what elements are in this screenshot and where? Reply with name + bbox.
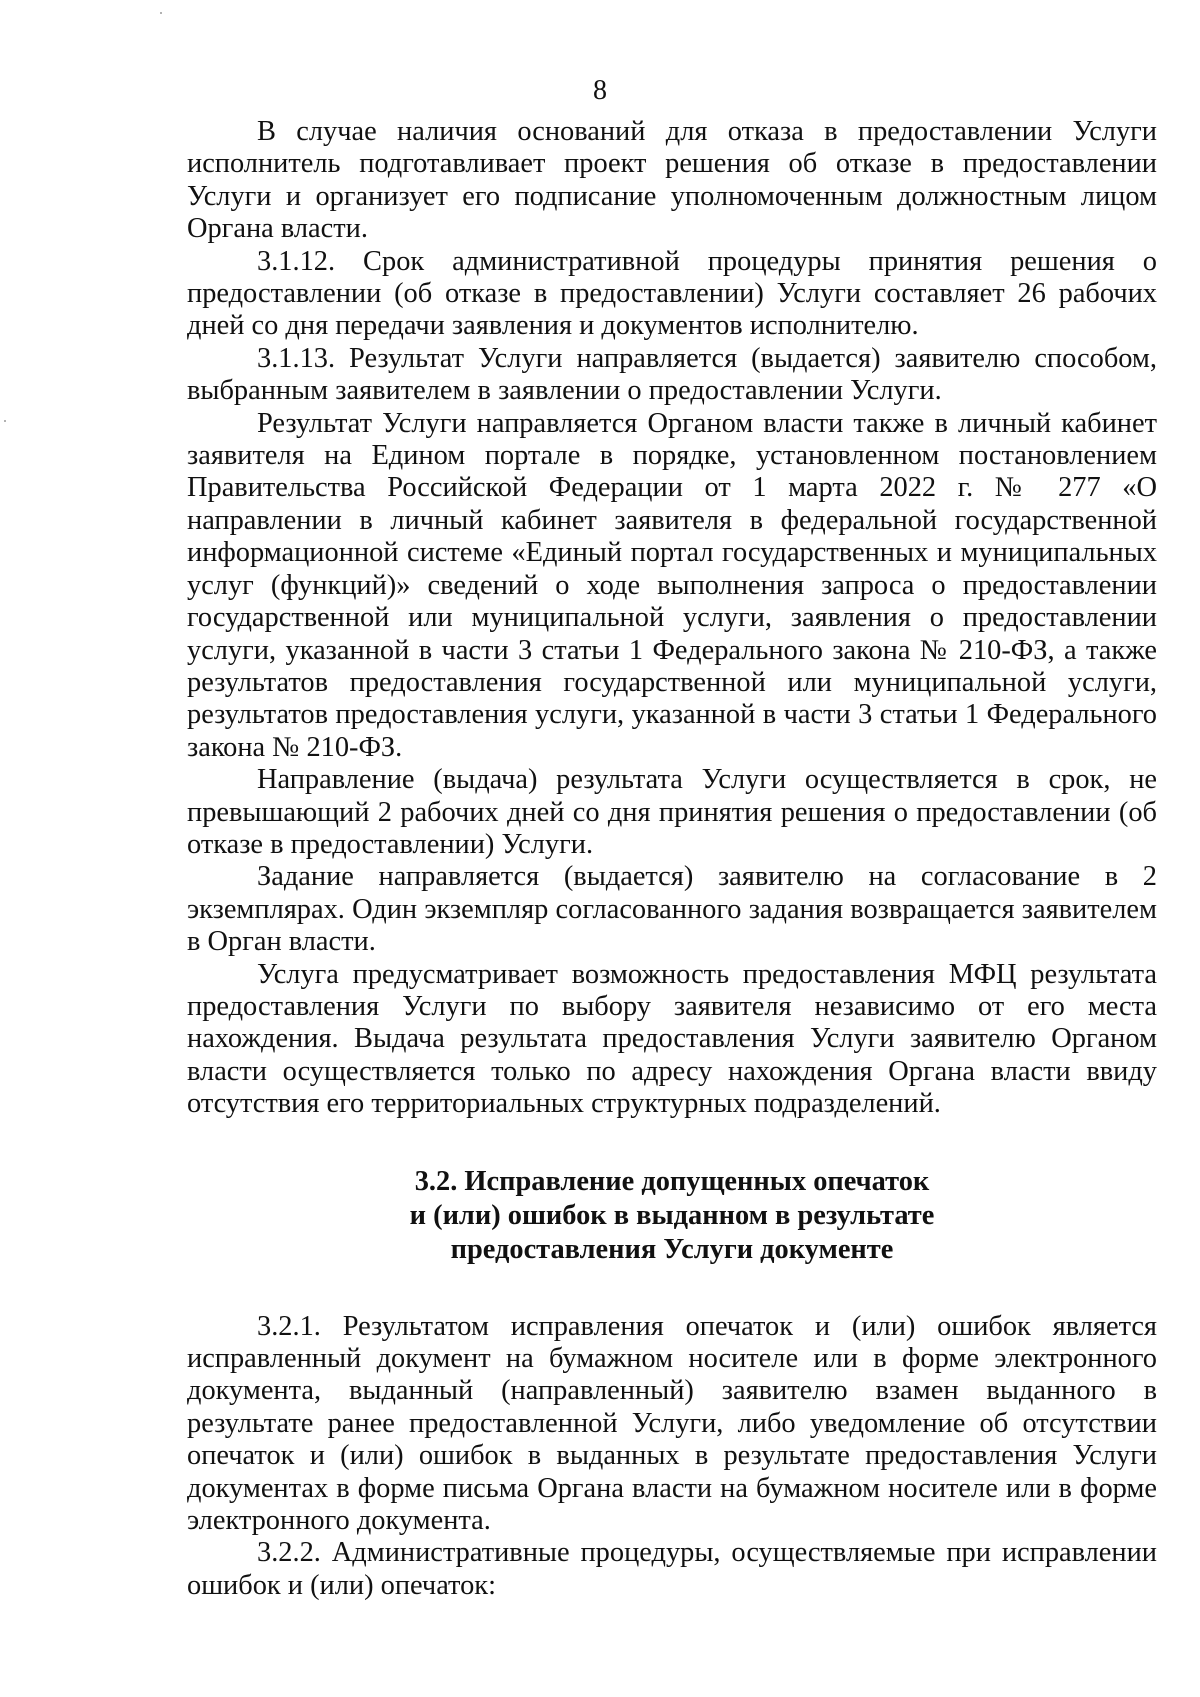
paragraph-assignment-approval: Задание направляется (выдается) заявителю на согласование в 2 экземплярах. Один экземпляр согласованного задания возвращается заявителем в Орган власти. xyxy=(187,861,1157,958)
paragraph-result-delivery-term: Направление (выдача) результата Услуги осуществляется в срок, не превышающий 2 рабочих дней со дня принятия решения о предоставлении (об отказе в предоставлении) Услуги. xyxy=(187,764,1157,860)
paragraph-3-1-12: 3.1.12. Срок административной процедуры принятия решения о предоставлении (об отказе в предоставлении) Услуги составляет 26 рабочих дней со дня передачи заявления и документов исполнителю. xyxy=(187,245,1157,342)
paragraph-3-2-1: 3.2.1. Результатом исправления опечаток и (или) ошибок является исправленный документ на бумажном носителе или в форме электронного документа, выданный (направленный) заявителю взамен выданного в результате ранее предоставленной Услуги, либо уведомление об отсутствии опечаток и (или) ошибок в выданных в результате предоставления Услуги документах в форме письма Органа власти на бумажном носителе или в форме электронного документа. xyxy=(187,1310,1157,1537)
scan-speck xyxy=(4,420,6,422)
section-heading-line: предоставления Услуги документе xyxy=(450,1233,894,1265)
document-body xyxy=(187,116,1157,1602)
paragraph-mfc-option: Услуга предусматривает возможность предоставления МФЦ результата предоставления Услуги по выбору заявителя независимо от его места нахождения. Выдача результата предоставления Услуги заявителю Органом власти осуществляется только по адресу нахождения Органа власти ввиду отсутствия его территориальных структурных подразделений. xyxy=(187,958,1157,1120)
scan-speck xyxy=(160,12,162,14)
section-heading-3-2 xyxy=(187,1165,1157,1267)
section-heading-line: и (или) ошибок в выданном в результате xyxy=(409,1199,935,1231)
paragraph-3-1-13: 3.1.13. Результат Услуги направляется (выдается) заявителю способом, выбранным заявителем в заявлении о предоставлении Услуги. xyxy=(187,342,1157,407)
paragraph-refusal-decision: В случае наличия оснований для отказа в предоставлении Услуги исполнитель подготавливает проект решения об отказе в предоставлении Услуги и организует его подписание уполномоченным должностным лицом Органа власти. xyxy=(187,116,1157,245)
section-heading-line: 3.2. Исправление допущенных опечаток xyxy=(414,1165,930,1197)
paragraph-3-2-2: 3.2.2. Административные процедуры, осуществляемые при исправлении ошибок и (или) опечаток: xyxy=(187,1537,1157,1601)
page-number: 8 xyxy=(593,75,607,106)
paragraph-personal-cabinet: Результат Услуги направляется Органом власти также в личный кабинет заявителя на Едином портале в порядке, установленном постановлением Правительства Российской Федерации от 1 марта 2022 г. № 277 «О направлении в личный кабинет заявителя в федеральной государственной информационной системе «Единый портал государственных и муниципальных услуг (функций)» сведений о ходе выполнения запроса о предоставлении государственной или муниципальной услуги, заявления о предоставлении услуги, указанной в части 3 статьи 1 Федерального закона № 210-ФЗ, а также результатов предоставления государственной или муниципальной услуги, результатов предоставления услуги, указанной в части 3 статьи 1 Федерального закона № 210-ФЗ. xyxy=(187,407,1157,763)
